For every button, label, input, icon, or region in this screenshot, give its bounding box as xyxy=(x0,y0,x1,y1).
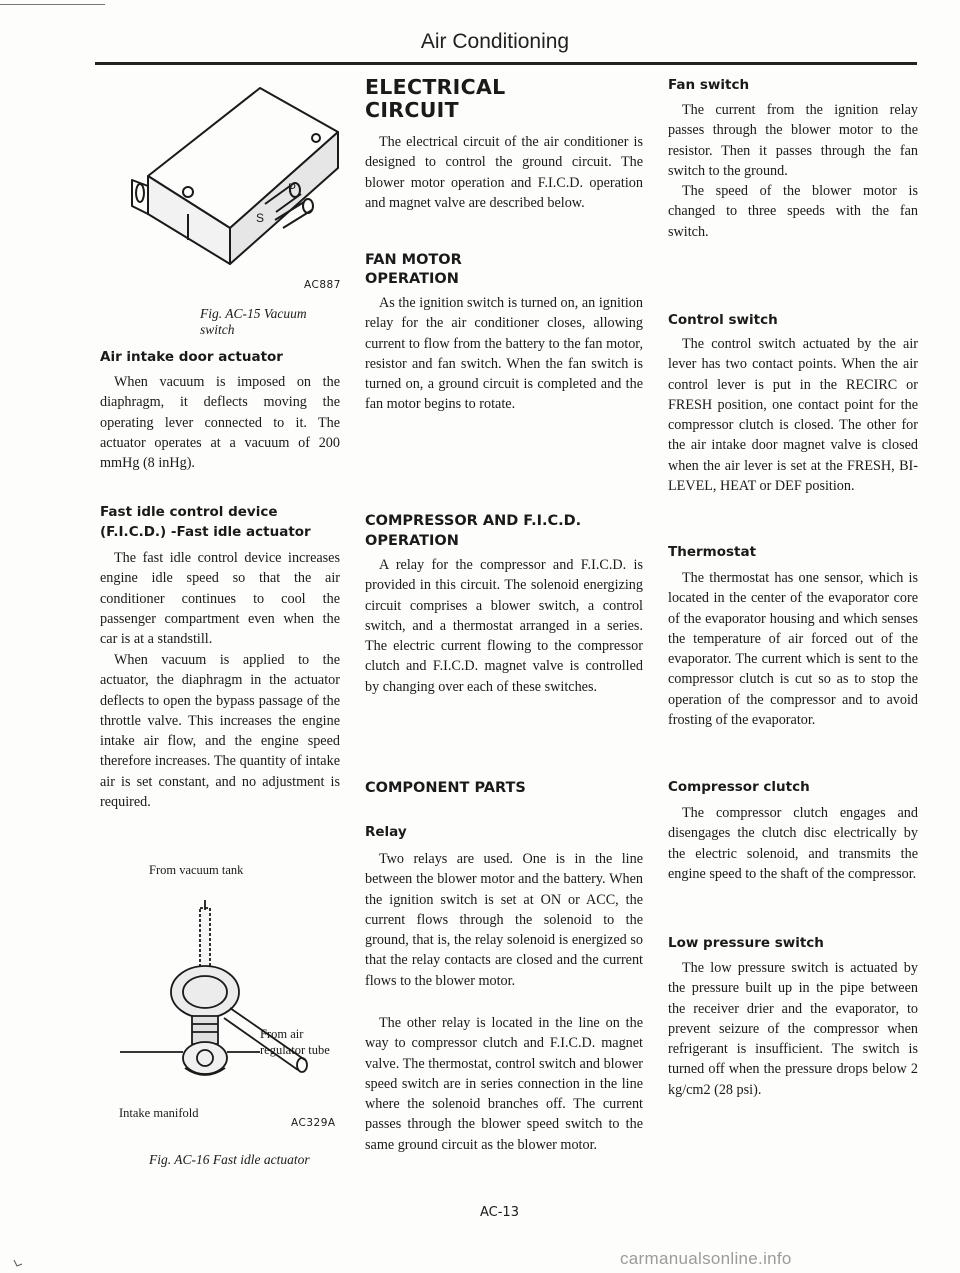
electrical-text: The electrical circuit of the air conditioner is designed to control the ground circuit. The blower motor operation and F.I.C.D. operation and magnet valve are described below. xyxy=(365,134,643,211)
control-switch-text: The control switch actuated by the air lever has two contact points. When the air control lever is put in the RECIRC or FRESH position, one contact point for the compressor clutch is closed. The other for the air intake door magnet valve is closed when the air lever is set at the FRESH, BI-LEVEL, HEAT or DEF position. xyxy=(668,336,918,495)
fast-idle-heading-line1: Fast idle control device xyxy=(100,504,278,520)
fig16-code: AC329A xyxy=(291,1117,336,1129)
air-intake-actuator-text: When vacuum is imposed on the diaphragm, it deflects moving the operating lever connected to it. The actuator operates at a vacuum of 200 mmHg (8 inHg). xyxy=(100,374,340,472)
electrical-heading-line2: CIRCUIT xyxy=(365,98,459,122)
thermostat-text: The thermostat has one sensor, which is located in the center of the evaporator core of the evaporator housing and which senses the temperature of air forced out of the evaporator. The current which is sent to the compressor clutch is cut so as to stop the operation of the compressor and to avoid frosting of the evaporator. xyxy=(668,570,918,729)
component-parts-heading: COMPONENT PARTS xyxy=(365,780,526,796)
corner-mark-icon xyxy=(12,1258,24,1268)
fan-motor-heading-line1: FAN MOTOR xyxy=(365,252,462,268)
air-intake-actuator-heading: Air intake door actuator xyxy=(100,349,283,365)
compressor-ficd-heading-line2: OPERATION xyxy=(365,533,459,549)
low-pressure-heading: Low pressure switch xyxy=(668,935,824,951)
relay-para2: The other relay is located in the line on the way to compressor clutch and F.I.C.D. magnet valve. The thermostat, control switch and blower speed switch are in series connection in the line where the solenoid branches off. The current passes through the blower speed switch to the same ground circuit as the blower motor. xyxy=(365,1015,643,1153)
electrical-heading-line1: ELECTRICAL xyxy=(365,75,506,99)
fan-switch-para2: The speed of the blower motor is changed to three speeds with the fan switch. xyxy=(668,183,918,240)
fan-switch-para1: The current from the ignition relay passes through the blower motor to the resistor. Then it passes through the fan switch to the ground. xyxy=(668,102,918,179)
relay-heading: Relay xyxy=(365,824,407,840)
page-number: AC-13 xyxy=(480,1205,519,1220)
fig16-caption: Fig. AC-16 Fast idle actuator xyxy=(149,1152,310,1167)
header-rule xyxy=(95,62,917,65)
label-from-air-line2: regulator tube xyxy=(260,1043,330,1057)
low-pressure-text: The low pressure switch is actuated by the pressure built up in the pipe between the receiver drier and the evaporator, to prevent seizure of the compressor when refrigerant is insufficient. The switch is turned off when the pressure drops below 2 kg/cm2 (28 psi). xyxy=(668,960,918,1098)
fast-idle-para2: When vacuum is applied to the actuator, the diaphragm in the actuator deflects to open the bypass passage of the throttle valve. This increases the engine intake air flow, and the engine speed therefore increases. The quantity of intake air is set constant, and no adjustment is required. xyxy=(100,652,340,811)
fast-idle-heading-line2: (F.I.C.D.) -Fast idle actuator xyxy=(100,524,311,540)
fan-switch-heading: Fan switch xyxy=(668,77,750,93)
fig15-caption: Fig. AC-15 Vacuum switch xyxy=(200,306,307,337)
compressor-ficd-text: A relay for the compressor and F.I.C.D. is provided in this circuit. The solenoid energizing circuit comprises a blower switch, a control switch, and a thermostat arranged in a series. The electric current flowing to the compressor clutch and F.I.C.D. magnet valve is controlled by changing over each of these switches. xyxy=(365,557,643,695)
vacuum-switch-illustration xyxy=(130,68,350,268)
watermark: carmanualsonline.info xyxy=(620,1249,792,1268)
fig15-code: AC887 xyxy=(304,279,341,291)
port-label-p: P xyxy=(288,181,297,195)
port-label-s: S xyxy=(256,211,265,225)
page-header-title: Air Conditioning xyxy=(420,30,570,53)
control-switch-heading: Control switch xyxy=(668,312,778,328)
thermostat-heading: Thermostat xyxy=(668,544,757,560)
relay-para1: Two relays are used. One is in the line between the blower motor and the battery. When the ignition switch is set at ON or ACC, the current flows through the solenoid to the ground, that is, the relay solenoid is energized so that the relay contacts are closed and the current flows to the blower motor. xyxy=(365,851,643,989)
compressor-ficd-heading-line1: COMPRESSOR AND F.I.C.D. xyxy=(365,513,582,529)
label-from-vacuum-tank: From vacuum tank xyxy=(149,863,244,877)
fast-idle-para1: The fast idle control device increases engine idle speed so that the air conditioner continues to cool the passenger compartment even when the car is at a standstill. xyxy=(100,550,340,648)
fan-motor-heading-line2: OPERATION xyxy=(365,271,459,287)
label-from-air-line1: From air xyxy=(260,1027,304,1041)
fan-motor-text: As the ignition switch is turned on, an ignition relay for the air conditioner closes, allowing current to flow from the battery to the fan motor, resistor and fan switch. When the fan switch is turned on, a ground circuit is completed and the fan motor begins to rotate. xyxy=(365,295,643,413)
compressor-clutch-heading: Compressor clutch xyxy=(668,779,810,795)
top-edge-line xyxy=(0,4,105,5)
label-intake-manifold: Intake manifold xyxy=(119,1106,199,1120)
compressor-clutch-text: The compressor clutch engages and disengages the clutch disc electrically by the electric solenoid, and transmits the engine speed to the shaft of the compressor. xyxy=(668,805,918,882)
